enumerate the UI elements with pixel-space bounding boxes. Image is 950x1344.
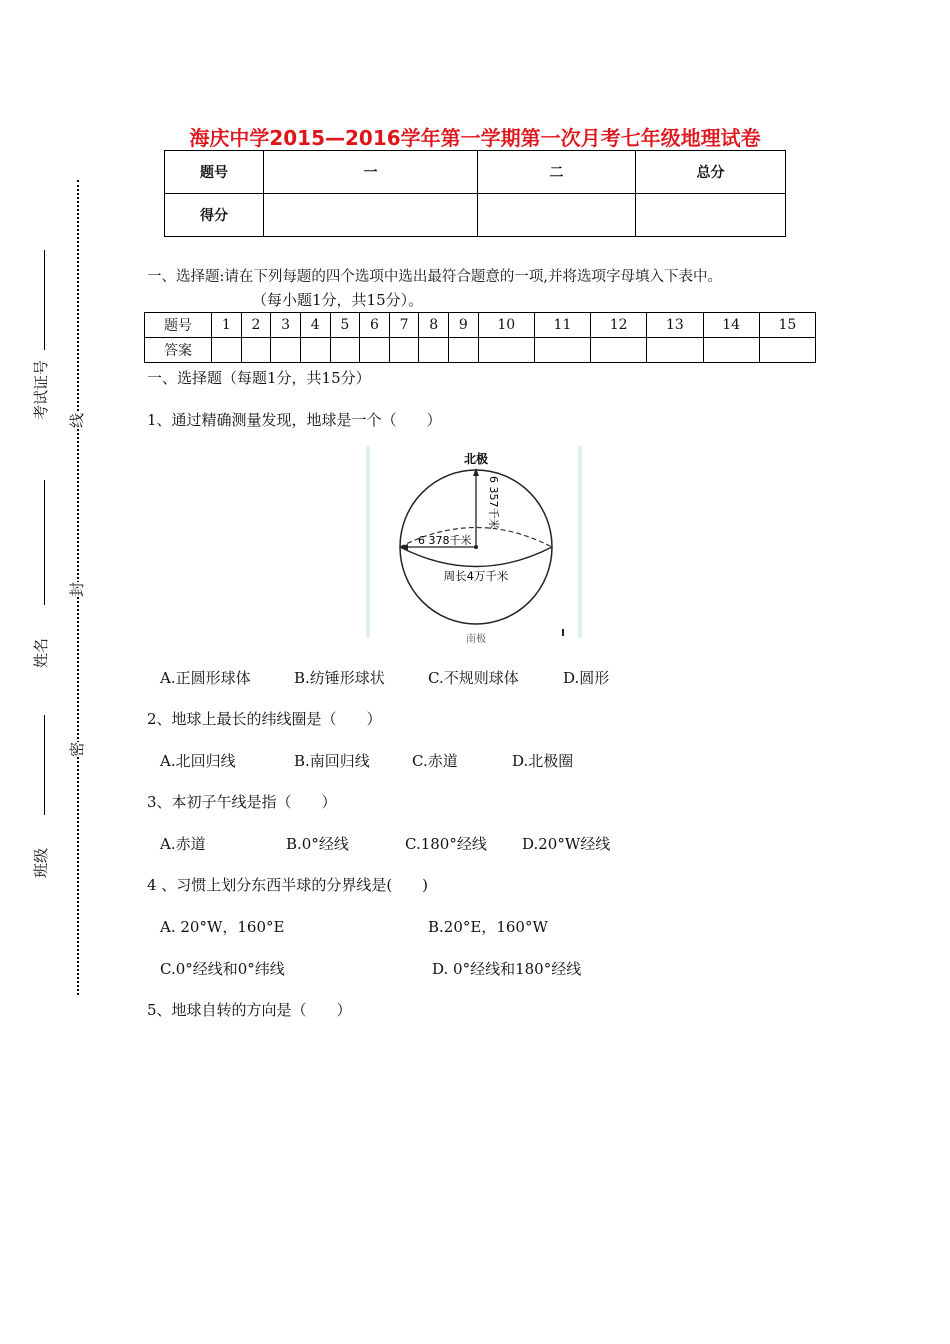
exam-title: 海庆中学2015—2016学年第一学期第一次月考七年级地理试卷	[189, 126, 761, 150]
margin-cut-line-mark: 线	[68, 412, 86, 428]
answer-cell-12[interactable]	[591, 338, 647, 363]
answer-table-number-8: 8	[419, 313, 449, 338]
answer-cell-4[interactable]	[300, 338, 330, 363]
answer-table-number-6: 6	[360, 313, 390, 338]
q4-option-d[interactable]: D. 0°经线和180°经线	[432, 960, 582, 978]
class-underline	[44, 715, 45, 815]
answer-table-number-5: 5	[330, 313, 360, 338]
margin-exam-id-label: 考试证号	[32, 359, 50, 420]
figure-edge-left	[366, 446, 370, 638]
answer-table-number-12: 12	[591, 313, 647, 338]
q1-option-a[interactable]: A.正圆形球体	[160, 669, 251, 687]
answer-cell-14[interactable]	[703, 338, 759, 363]
answer-cell-8[interactable]	[419, 338, 449, 363]
exam-id-underline	[44, 250, 45, 350]
score-cell-total[interactable]	[636, 194, 786, 237]
north-pole-label: 北极	[463, 452, 489, 466]
q2-option-b[interactable]: B.南回归线	[294, 752, 370, 770]
answer-table-number-1: 1	[212, 313, 242, 338]
q2-option-a[interactable]: A.北回归线	[160, 752, 236, 770]
answer-cell-5[interactable]	[330, 338, 360, 363]
question-2-stem: 2、地球上最长的纬线圈是（ ）	[147, 710, 382, 728]
answer-cell-9[interactable]	[449, 338, 479, 363]
score-row-label: 得分	[165, 194, 264, 237]
q2-option-d[interactable]: D.北极圈	[512, 752, 574, 770]
margin-class-label: 班级	[32, 847, 50, 878]
answer-table-number-13: 13	[647, 313, 703, 338]
figure-edge-right	[578, 446, 582, 638]
section1-note: （每小题1分，共15分）。	[252, 291, 424, 309]
answer-table-number-14: 14	[703, 313, 759, 338]
answer-table-number-15: 15	[759, 313, 815, 338]
answer-cell-6[interactable]	[360, 338, 390, 363]
question-5-stem: 5、地球自转的方向是（ ）	[147, 1001, 352, 1019]
q4-option-a[interactable]: A. 20°W，160°E	[160, 918, 285, 936]
answer-cell-15[interactable]	[759, 338, 815, 363]
score-header-number: 题号	[165, 151, 264, 194]
q3-option-c[interactable]: C.180°经线	[405, 835, 487, 853]
q4-option-c[interactable]: C.0°经线和0°纬线	[160, 960, 285, 978]
q4-option-b[interactable]: B.20°E，160°W	[428, 918, 548, 936]
question-3-stem: 3、本初子午线是指（ ）	[147, 793, 337, 811]
polar-arrow-head	[473, 468, 479, 476]
answer-cell-13[interactable]	[647, 338, 703, 363]
answer-cell-3[interactable]	[271, 338, 301, 363]
question-1-stem: 1、通过精确测量发现，地球是一个（ ）	[147, 411, 442, 429]
q3-option-b[interactable]: B.0°经线	[286, 835, 349, 853]
score-table	[164, 150, 786, 237]
q1-option-c[interactable]: C.不规则球体	[428, 669, 519, 687]
earth-center-dot	[474, 545, 478, 549]
answer-table-number-4: 4	[300, 313, 330, 338]
circumference-label: 周长4万千米	[443, 569, 509, 583]
answer-table-number-3: 3	[271, 313, 301, 338]
figure-corner-mark	[562, 629, 564, 636]
score-header-total: 总分	[636, 151, 786, 194]
margin-seal-mark: 封	[68, 581, 86, 597]
name-underline	[44, 480, 45, 605]
answer-table-number-9: 9	[449, 313, 479, 338]
south-pole-label-cropped: 南极	[466, 634, 486, 645]
score-header-part1: 一	[264, 151, 478, 194]
answer-table-number-label: 题号	[145, 313, 212, 338]
answer-table-number-2: 2	[241, 313, 271, 338]
q1-option-b[interactable]: B.纺锤形球状	[294, 669, 385, 687]
answer-table-answer-label: 答案	[145, 338, 212, 363]
answer-table-number-10: 10	[478, 313, 534, 338]
score-cell-part1[interactable]	[264, 194, 478, 237]
score-cell-part2[interactable]	[478, 194, 636, 237]
answer-cell-7[interactable]	[389, 338, 419, 363]
earth-shape-figure	[366, 446, 584, 645]
q1-option-d[interactable]: D.圆形	[563, 669, 610, 687]
question-4-stem: 4 、习惯上划分东西半球的分界线是( )	[147, 876, 429, 894]
answer-cell-2[interactable]	[241, 338, 271, 363]
section1-repeat-heading: 一、选择题（每题1分，共15分）	[147, 369, 371, 387]
q3-option-d[interactable]: D.20°W经线	[522, 835, 611, 853]
equator-front	[400, 547, 552, 567]
score-header-part2: 二	[478, 151, 636, 194]
answer-table-number-7: 7	[389, 313, 419, 338]
q3-option-a[interactable]: A.赤道	[160, 835, 206, 853]
answer-cell-11[interactable]	[534, 338, 590, 363]
polar-radius-label: 6 357千米	[487, 476, 500, 530]
answer-table-number-11: 11	[534, 313, 590, 338]
margin-name-label: 姓名	[32, 637, 50, 668]
q2-option-c[interactable]: C.赤道	[412, 752, 458, 770]
equatorial-radius-label: 6 378千米	[418, 534, 472, 547]
margin-secret-mark: 密	[68, 741, 86, 757]
section1-instruction: 一、选择题:请在下列每题的四个选项中选出最符合题意的一项,并将选项字母填入下表中。	[147, 269, 722, 285]
answer-cell-10[interactable]	[478, 338, 534, 363]
answer-table	[144, 312, 816, 363]
answer-cell-1[interactable]	[212, 338, 242, 363]
